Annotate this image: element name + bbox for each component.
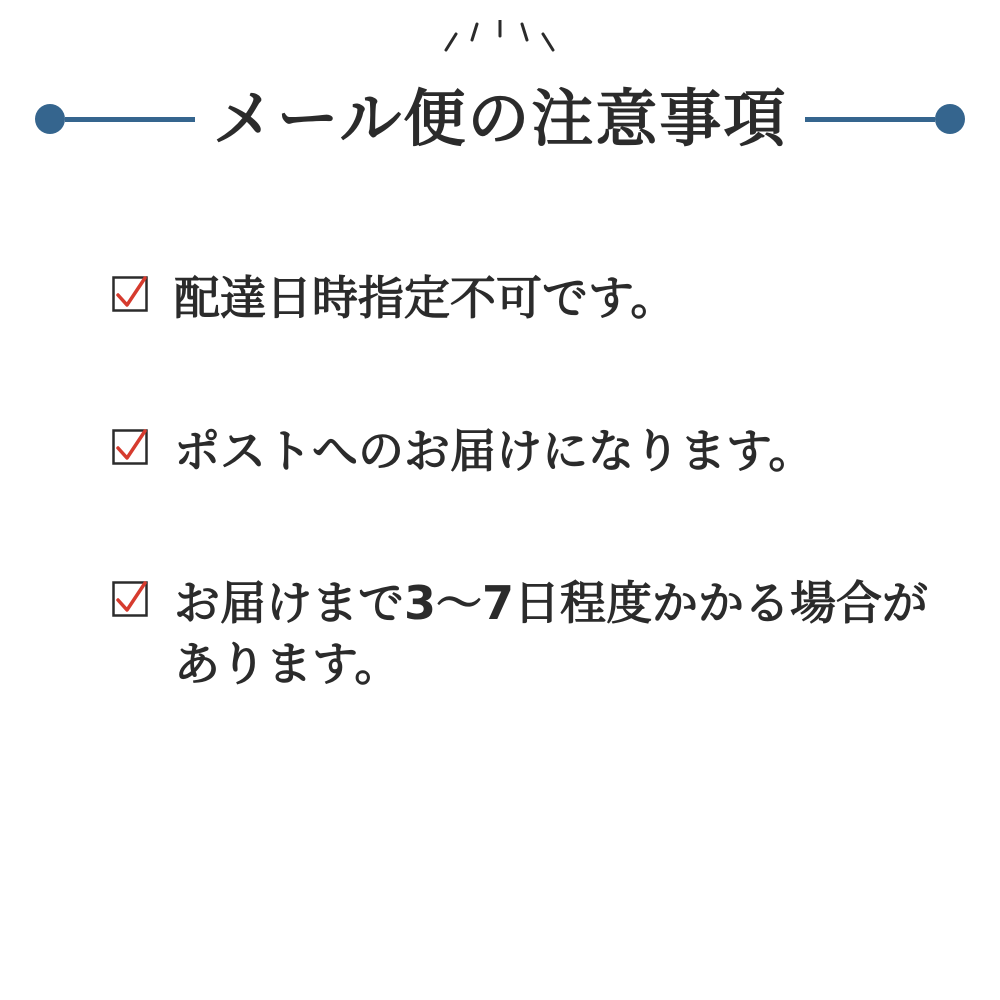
notes-list — [112, 268, 932, 695]
list-item — [112, 268, 932, 329]
title-row — [0, 78, 1000, 160]
list-item — [112, 421, 932, 482]
page-header — [0, 20, 1000, 160]
decor-dot-left — [35, 104, 65, 134]
page-title: メール便の注意事項 — [212, 82, 788, 155]
checkbox-check-icon — [112, 429, 148, 465]
note-text: ポストへのお届けになります。 — [174, 423, 815, 478]
note-text: 配達日時指定不可です。 — [174, 271, 677, 325]
note-text: お届けまで3〜7日程度かかる場合があります。 — [174, 576, 929, 692]
decor-rule-right — [805, 117, 935, 122]
checkbox-check-icon — [112, 276, 148, 312]
decor-dot-right — [935, 104, 965, 134]
list-item — [112, 573, 932, 694]
checkbox-check-icon — [112, 581, 148, 617]
sparkle-lines-icon — [440, 20, 560, 66]
decor-rule-left — [65, 117, 195, 122]
